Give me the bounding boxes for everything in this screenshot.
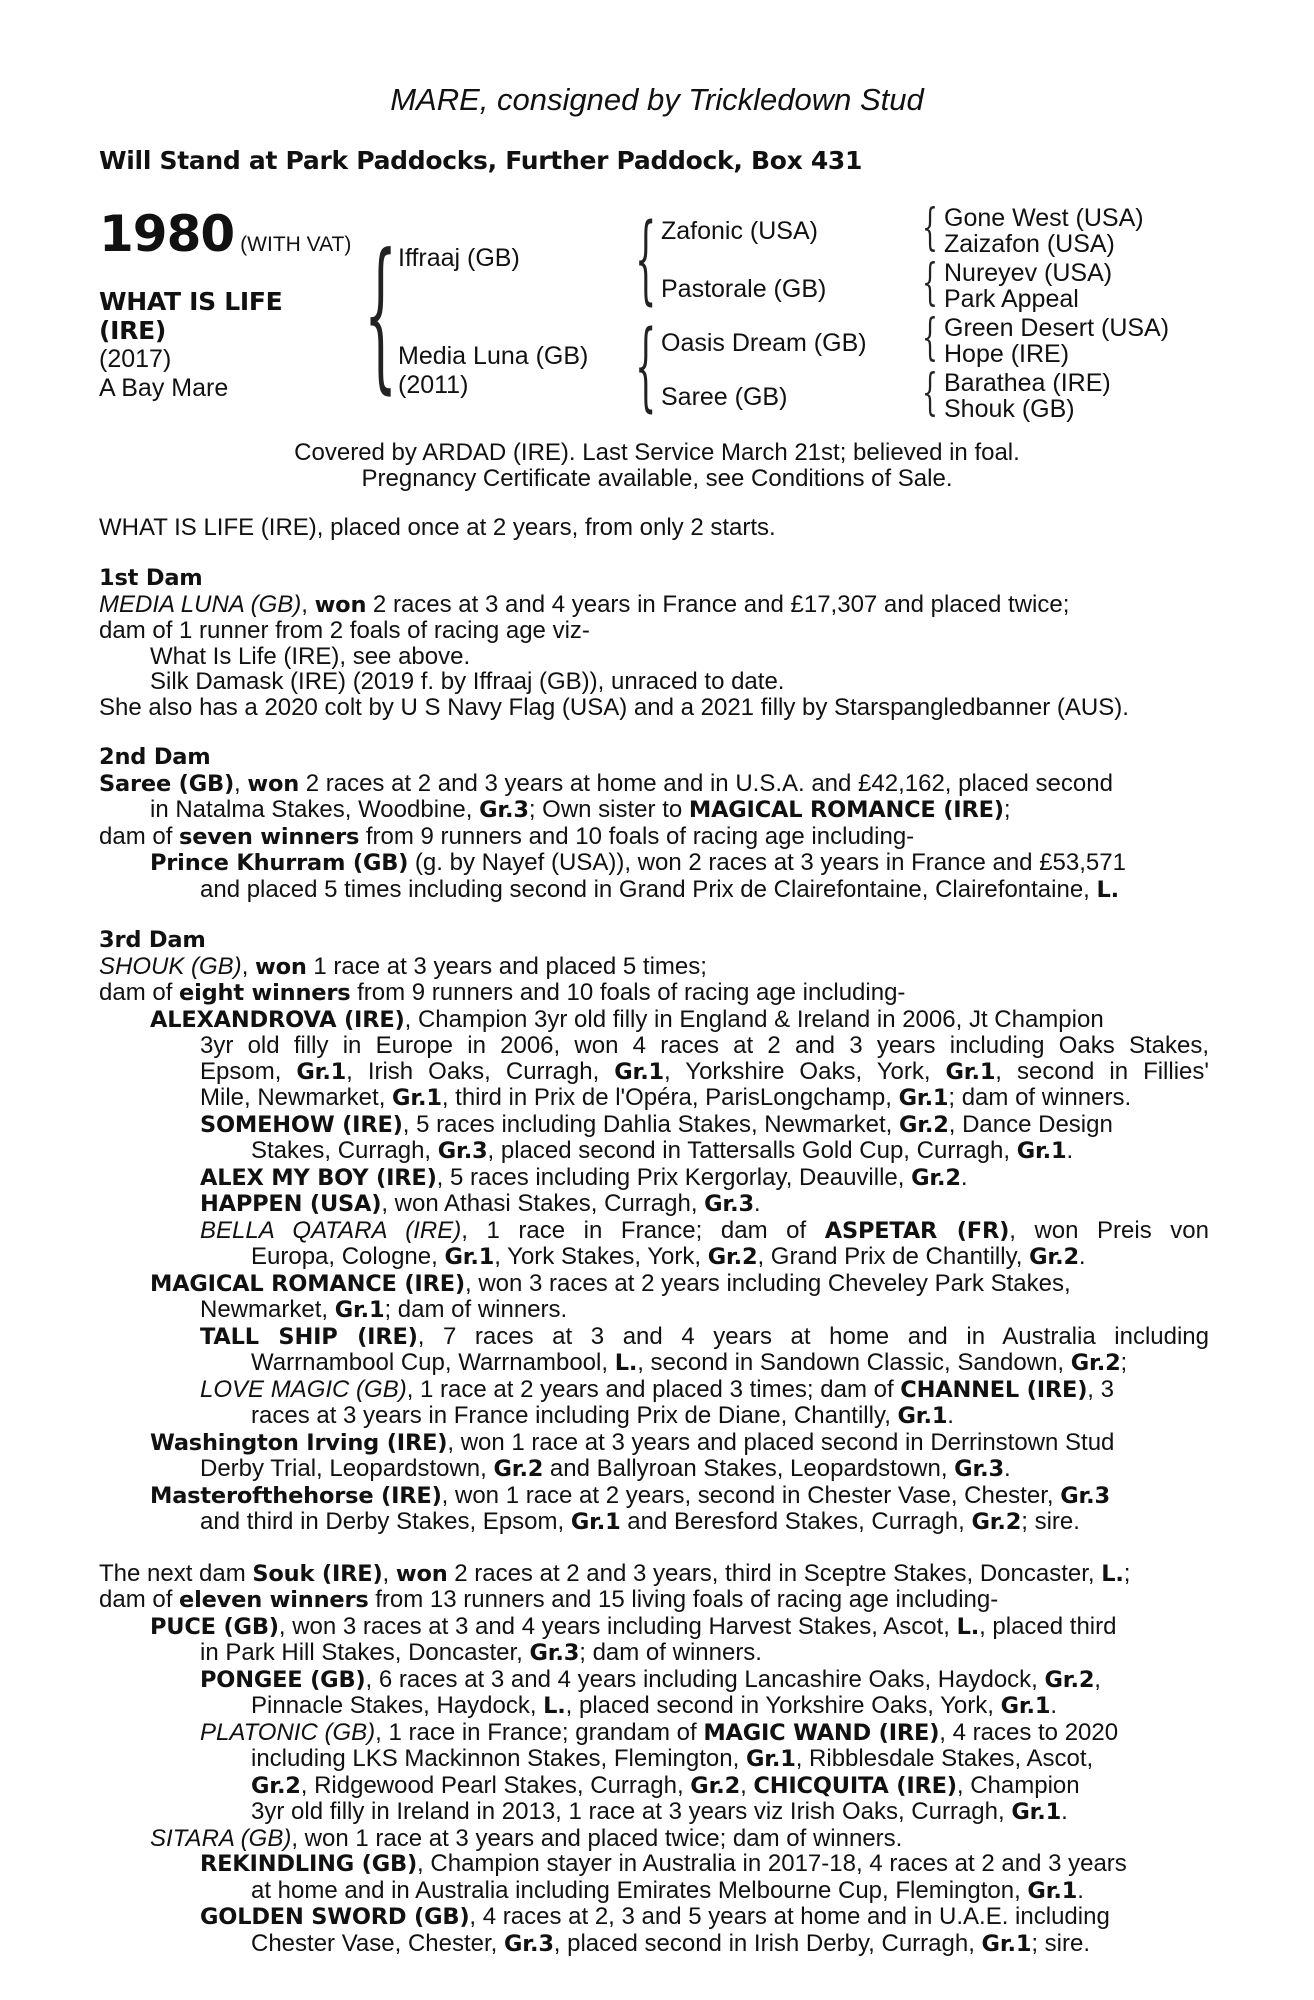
text-run: , 5 races including Prix Kergorlay, Deauville, (436, 1163, 912, 1191)
produce-line (99, 1430, 1209, 1457)
text-run: , won 3 races at 2 years including Cheveley Park Stakes, (464, 1269, 1071, 1297)
produce-line (99, 1746, 1209, 1773)
bold-text: ASPETAR (FR) (824, 1217, 1010, 1244)
text-run: , (382, 1559, 396, 1587)
bold-text: Gr.2 (1044, 1666, 1095, 1693)
bold-text: Gr.1 (392, 1085, 442, 1111)
pedigree-dam: Media Luna (GB) (398, 342, 589, 370)
lot-number: 1980 (99, 205, 235, 263)
text-run: . (1077, 1876, 1084, 1904)
text-run: , 1 race in France; dam of (461, 1216, 825, 1244)
bold-text: Gr.1 (334, 1297, 385, 1323)
section-gap (99, 1536, 1209, 1561)
text-run: , Grand Prix de Chantilly, (757, 1243, 1030, 1270)
produce-line (99, 1244, 1209, 1271)
covering-note: Covered by ARDAD (IRE). Last Service March 21st; believed in foal. (294, 439, 1020, 466)
bold-text: Gr.1 (1027, 1877, 1078, 1904)
bold-text: Gr.2 (690, 1772, 741, 1799)
text-run: , (234, 769, 248, 797)
dam-line (99, 592, 1209, 619)
dam-sections (99, 566, 1209, 1957)
text-run: from 13 runners and 15 living foals of racing age including- (368, 1586, 999, 1613)
text-run: dam of (99, 822, 180, 850)
produce-line (99, 1403, 1209, 1430)
text-run: Pinnacle Stakes, Haydock, (251, 1692, 544, 1719)
text-run: , Dance Design (948, 1110, 1113, 1138)
text-run: . (960, 1163, 968, 1191)
produce-line (99, 1693, 1209, 1720)
bold-text: Gr.1 (745, 1746, 796, 1772)
horse-year: (2017) (99, 345, 172, 373)
bold-text: ALEX MY BOY (IRE) (200, 1164, 437, 1191)
bold-text: MAGICAL ROMANCE (IRE) (150, 1270, 465, 1297)
lot-number-block (99, 205, 351, 263)
pedigree-dam-year: (2011) (398, 371, 469, 399)
text-run: ; (1003, 796, 1011, 823)
text-run: , won 1 race at 3 years and placed second in Derrinstown Stud (447, 1428, 1115, 1456)
bold-text: won (395, 1560, 448, 1587)
bold-text: Gr.1 (898, 1085, 949, 1111)
text-run: , third in Prix de l'Opéra, ParisLongchamp, (441, 1084, 899, 1111)
pedigree-g8: Shouk (GB) (944, 395, 1075, 423)
pedigree-dam-sire: Oasis Dream (GB) (661, 329, 867, 357)
bold-text: Souk (IRE) (252, 1560, 383, 1587)
pedigree-g6: Hope (IRE) (944, 340, 1070, 368)
bold-text: L. (1101, 1560, 1124, 1587)
dam-line (99, 824, 1209, 851)
text-run: ; (1123, 1559, 1131, 1587)
bold-text: GOLDEN SWORD (GB) (200, 1904, 470, 1930)
pedigree-brace-g4: { (922, 363, 938, 421)
produce-line (99, 1904, 1209, 1931)
text-run: (g. by Nayef (USA)), won 2 races at 3 years in France and £53,571 (408, 849, 1126, 876)
bold-text: PONGEE (GB) (200, 1666, 366, 1693)
text-run: 3yr old filly in Ireland in 2013, 1 race at 3 years viz Irish Oaks, Curragh, (251, 1798, 1012, 1825)
fourth-dam-section (99, 1561, 1209, 1958)
text-run: , Champion stayer in Australia in 2017-18, 4 races at 2 and 3 years (417, 1850, 1127, 1877)
bold-text: SOMEHOW (IRE) (200, 1111, 403, 1138)
text-run: and Ballyroan Stakes, Leopardstown, (543, 1455, 955, 1482)
text-run: , 7 races at 3 and 4 years at home and in Australia including (417, 1322, 1209, 1350)
text-run: from 9 runners and 10 foals of racing age including- (350, 979, 906, 1006)
bold-text: L. (614, 1350, 638, 1376)
text-run: including LKS Mackinnon Stakes, Flemington, (251, 1745, 746, 1772)
produce-line (99, 1667, 1209, 1694)
bold-text: Gr.1 (296, 1058, 347, 1085)
pedigree-g3: Nureyev (USA) (944, 259, 1113, 287)
dam-line (99, 797, 1209, 824)
text-run: , Irish Oaks, Curragh, (346, 1057, 615, 1085)
text-run: ; dam of winners. (948, 1084, 1132, 1111)
produce-line (99, 1640, 1209, 1667)
text-run: at home and in Australia including Emirates Melbourne Cup, Flemington, (251, 1876, 1028, 1904)
bold-text: PUCE (GB) (150, 1613, 279, 1640)
text-run: and third in Derby Stakes, Epsom, (200, 1508, 571, 1535)
text-run: in Natalma Stakes, Woodbine, (150, 796, 480, 823)
bold-text: Masterofthehorse (IRE) (150, 1482, 442, 1509)
text-run: ; Own sister to (528, 796, 689, 823)
dam-line: She also has a 2020 colt by U S Navy Flag (USA) and a 2021 filly by Starspangledbanner (AUS). (99, 693, 1129, 721)
bold-text: Gr.2 (1070, 1350, 1121, 1376)
text-run: , Ridgewood Pearl Stakes, Curragh, (300, 1771, 691, 1799)
dam-line (99, 980, 1209, 1007)
produce-line (99, 1085, 1209, 1112)
text-run: from 9 runners and 10 foals of racing age including- (359, 822, 915, 850)
italic-name: SHOUK (GB) (99, 952, 242, 980)
text-run: ; sire. (1031, 1929, 1090, 1957)
text-run: , Champion 3yr old filly in England & Ireland in 2006, Jt Champion (404, 1005, 1104, 1033)
horse-summary: WHAT IS LIFE (IRE), placed once at 2 years, from only 2 starts. (99, 514, 776, 541)
text-run: , placed second in Yorkshire Oaks, York, (565, 1692, 1001, 1719)
text-run: , Ribblesdale Stakes, Ascot, (795, 1745, 1094, 1772)
bold-text: Gr.3 (504, 1930, 554, 1957)
bold-text: CHICQUITA (IRE) (753, 1772, 957, 1799)
section-gap (99, 903, 1209, 928)
bold-text: Saree (GB) (99, 770, 235, 797)
produce-line (99, 850, 1209, 877)
bold-text: Gr.2 (911, 1164, 961, 1191)
text-run: 2 races at 2 and 3 years at home and in U.S.A. and £42,162, placed second (299, 769, 1113, 797)
text-run: , placed second in Tattersalls Gold Cup, Curragh, (487, 1137, 1017, 1164)
bold-text: Gr.2 (251, 1772, 301, 1799)
bold-text: seven winners (179, 823, 360, 850)
text-run: , second in Fillies' (995, 1057, 1209, 1085)
bold-text: Washington Irving (IRE) (150, 1429, 448, 1456)
produce-line (99, 1773, 1209, 1800)
bold-text: Gr.3 (954, 1456, 1004, 1482)
pedigree-brace-dam: { (635, 310, 657, 422)
bold-text: Gr.1 (945, 1058, 996, 1085)
stand-location: Will Stand at Park Paddocks, Further Paddock, Box 431 (99, 146, 863, 175)
produce-line (99, 1218, 1209, 1245)
bold-text: Gr.1 (614, 1058, 665, 1085)
pedigree-g7: Barathea (IRE) (944, 369, 1111, 397)
text-run: . (947, 1402, 954, 1429)
text-run: , Yorkshire Oaks, York, (664, 1057, 946, 1085)
pedigree-g2: Zaizafon (USA) (944, 230, 1115, 258)
produce-line: Silk Damask (IRE) (2019 f. by Iffraaj (GB)), unraced to date. (150, 668, 785, 695)
text-run: , (301, 590, 315, 618)
text-run: Warrnambool Cup, Warrnambool, (251, 1349, 615, 1376)
text-run: . (1050, 1692, 1058, 1719)
text-run: The next dam (99, 1559, 253, 1587)
bold-text: Gr.2 (898, 1111, 949, 1138)
text-run: , 5 races including Dahlia Stakes, Newmarket, (402, 1110, 899, 1138)
italic-name: SITARA (GB) (150, 1824, 292, 1852)
text-run: . (1078, 1243, 1086, 1270)
text-run: and placed 5 times including second in Grand Prix de Clairefontaine, Clairefontaine, (200, 875, 1097, 903)
bold-text: TALL SHIP (IRE) (200, 1323, 418, 1350)
text-run: 1 race at 3 years and placed 5 times; (306, 952, 707, 980)
bold-text: Gr.1 (570, 1509, 621, 1535)
italic-name: MEDIA LUNA (GB) (99, 590, 302, 618)
text-run: races at 3 years in France including Prix de Diane, Chantilly, (251, 1402, 898, 1429)
text-run: , 6 races at 3 and 4 years including Lancashire Oaks, Haydock, (365, 1665, 1045, 1693)
text-run: and Beresford Stakes, Curragh, (620, 1508, 972, 1535)
produce-line (99, 1138, 1209, 1165)
text-run: , won 1 race at 2 years, second in Chester Vase, Chester, (441, 1481, 1061, 1509)
produce-line (99, 1826, 1209, 1852)
produce-line (99, 1033, 1209, 1059)
produce-line (99, 1007, 1209, 1034)
text-run: , won 3 races at 3 and 4 years including Harvest Stakes, Ascot, (278, 1612, 957, 1640)
bold-text: Gr.2 (493, 1456, 544, 1482)
text-run: 2 races at 3 and 4 years in France and £17,307 and placed twice; (366, 590, 1070, 618)
text-run: ; dam of winners. (384, 1296, 568, 1323)
bold-text: REKINDLING (GB) (200, 1851, 418, 1877)
text-run: . (1066, 1137, 1074, 1164)
text-run: in Park Hill Stakes, Doncaster, (200, 1639, 530, 1666)
text-run: , won 1 race at 3 years and placed twice; dam of winners. (291, 1824, 903, 1852)
third-dam-section (99, 928, 1209, 1536)
bold-text: Gr.2 (971, 1509, 1022, 1535)
text-run: ; sire. (1021, 1508, 1080, 1535)
text-run: Epsom, (200, 1057, 297, 1085)
text-run: , second in Sandown Classic, Sandown, (637, 1349, 1071, 1376)
text-run: , won Athasi Stakes, Curragh, (381, 1190, 705, 1217)
bold-text: Gr.1 (897, 1403, 948, 1429)
text-run: , 1 race in France; grandam of (375, 1718, 704, 1746)
text-run: , 4 races to 2020 (939, 1718, 1119, 1746)
produce-line (99, 1059, 1209, 1086)
produce-line (99, 1165, 1209, 1192)
pedigree-brace-g3: { (922, 308, 938, 366)
bold-text: Gr.1 (1016, 1138, 1067, 1164)
pedigree-g5: Green Desert (USA) (944, 314, 1170, 342)
section-heading: 1st Dam (99, 565, 203, 591)
pedigree-g4: Park Appeal (944, 285, 1079, 313)
text-run: . (1061, 1798, 1068, 1825)
produce-line (99, 1191, 1209, 1218)
text-run: Derby Trial, Leopardstown, (200, 1455, 494, 1482)
consignor-title: MARE, consigned by Trickledown Stud (390, 82, 924, 117)
bold-text: L. (1096, 876, 1120, 903)
text-run: , (1094, 1665, 1101, 1693)
text-run: Mile, Newmarket, (200, 1084, 393, 1111)
dam-line (99, 954, 1209, 981)
text-run: Europa, Cologne, (251, 1243, 445, 1270)
bold-text: Gr.2 (1029, 1244, 1079, 1270)
bold-text: won (247, 770, 300, 797)
bold-text: Gr.1 (1000, 1693, 1051, 1719)
bold-text: MAGIC WAND (IRE) (703, 1719, 940, 1746)
pedigree-sire: Iffraaj (GB) (398, 244, 520, 272)
produce-line (99, 1720, 1209, 1747)
bold-text: won (314, 591, 367, 618)
section-heading: 2nd Dam (99, 744, 211, 770)
produce-line (99, 1483, 1209, 1510)
bold-text: CHANNEL (IRE) (900, 1376, 1088, 1403)
text-run: , 3 (1087, 1375, 1114, 1403)
produce-line (99, 1456, 1209, 1483)
produce-line (99, 1271, 1209, 1298)
dam-line (99, 771, 1209, 798)
pedigree-sire-sire: Zafonic (USA) (661, 217, 818, 245)
produce-line (99, 1799, 1209, 1826)
bold-text: MAGICAL ROMANCE (IRE) (688, 797, 1004, 823)
produce-line (99, 1377, 1209, 1404)
text-run: dam of (99, 1586, 180, 1613)
bold-text: Gr.1 (444, 1244, 495, 1270)
produce-line (99, 1297, 1209, 1324)
text-run: ; dam of winners. (579, 1639, 762, 1666)
produce-line (99, 1931, 1209, 1958)
bold-text: HAPPEN (USA) (200, 1191, 382, 1217)
text-run: Newmarket, (200, 1296, 335, 1323)
pedigree-brace-main: { (364, 220, 398, 409)
produce-line (99, 1509, 1209, 1536)
pedigree-sire-dam: Pastorale (GB) (661, 275, 827, 303)
text-run: , 4 races at 2, 3 and 5 years at home and in U.A.E. including (469, 1903, 1110, 1930)
text-run: 2 races at 2 and 3 years, third in Sceptre Stakes, Doncaster, (447, 1559, 1102, 1587)
dam-line: dam of 1 runner from 2 foals of racing age viz- (99, 617, 590, 644)
italic-name: PLATONIC (GB) (200, 1718, 376, 1746)
produce-line (99, 1112, 1209, 1139)
produce-line (99, 1324, 1209, 1351)
bold-text: ALEXANDROVA (IRE) (150, 1006, 405, 1033)
bold-text: Gr.1 (981, 1930, 1032, 1957)
bold-text: eleven winners (179, 1587, 369, 1613)
bold-text: Gr.2 (707, 1244, 758, 1270)
vat-note: (WITH VAT) (240, 233, 352, 256)
bold-text: Gr.3 (529, 1640, 580, 1666)
italic-name: LOVE MAGIC (GB) (200, 1375, 407, 1403)
dam-line (99, 1587, 1209, 1614)
text-run: , placed third (979, 1612, 1117, 1640)
produce-line (99, 1350, 1209, 1377)
text-run: . (753, 1190, 761, 1217)
bold-text: won (255, 953, 307, 980)
bold-text: Gr.3 (437, 1138, 488, 1164)
produce-line: What Is Life (IRE), see above. (150, 642, 471, 670)
italic-name: BELLA QATARA (IRE) (200, 1216, 462, 1244)
produce-line (99, 1851, 1209, 1878)
text-run: . (1003, 1455, 1011, 1482)
bold-text: eight winners (179, 980, 351, 1006)
text-run: dam of (99, 979, 180, 1006)
first-dam-section (99, 566, 1209, 720)
second-dam-section (99, 745, 1209, 903)
section-heading: 3rd Dam (99, 927, 206, 953)
produce-line (99, 1878, 1209, 1905)
text-run: Chester Vase, Chester, (251, 1929, 505, 1957)
text-run: , (241, 952, 256, 980)
bold-text: Gr.3 (1060, 1482, 1110, 1509)
dam-line (99, 1561, 1209, 1588)
produce-line (99, 1614, 1209, 1641)
text-run: Stakes, Curragh, (251, 1137, 438, 1164)
section-gap (99, 720, 1209, 745)
bold-text: L. (956, 1613, 980, 1640)
horse-identity (99, 287, 282, 403)
pedigree-brace-g2: { (922, 253, 938, 311)
produce-line (99, 877, 1209, 904)
text-run: 3yr old filly in Europe in 2006, won 4 races at 2 and 3 years including Oaks Stakes, (200, 1032, 1209, 1059)
horse-country: (IRE) (99, 316, 166, 345)
bold-text: Gr.3 (479, 797, 529, 823)
pedigree-dam-dam: Saree (GB) (661, 383, 788, 411)
pregnancy-note: Pregnancy Certificate available, see Conditions of Sale. (361, 465, 953, 492)
bold-text: L. (543, 1693, 566, 1719)
text-run: , won Preis von (1009, 1216, 1210, 1244)
bold-text: Prince Khurram (GB) (150, 850, 409, 876)
text-run: ; (1120, 1349, 1128, 1376)
horse-name: WHAT IS LIFE (99, 287, 283, 316)
text-run: , (740, 1771, 754, 1799)
horse-description: A Bay Mare (99, 374, 229, 402)
text-run: , placed second in Irish Derby, Curragh, (553, 1929, 982, 1957)
pedigree-g1: Gone West (USA) (944, 204, 1144, 232)
bold-text: Gr.1 (1011, 1799, 1062, 1825)
pedigree-brace-g1: { (922, 198, 938, 256)
text-run: , Champion (956, 1771, 1080, 1799)
text-run: , York Stakes, York, (494, 1243, 708, 1270)
bold-text: Gr.3 (704, 1191, 754, 1217)
text-run: , 1 race at 2 years and placed 3 times; dam of (406, 1375, 901, 1403)
pedigree-brace-sire: { (635, 203, 657, 315)
